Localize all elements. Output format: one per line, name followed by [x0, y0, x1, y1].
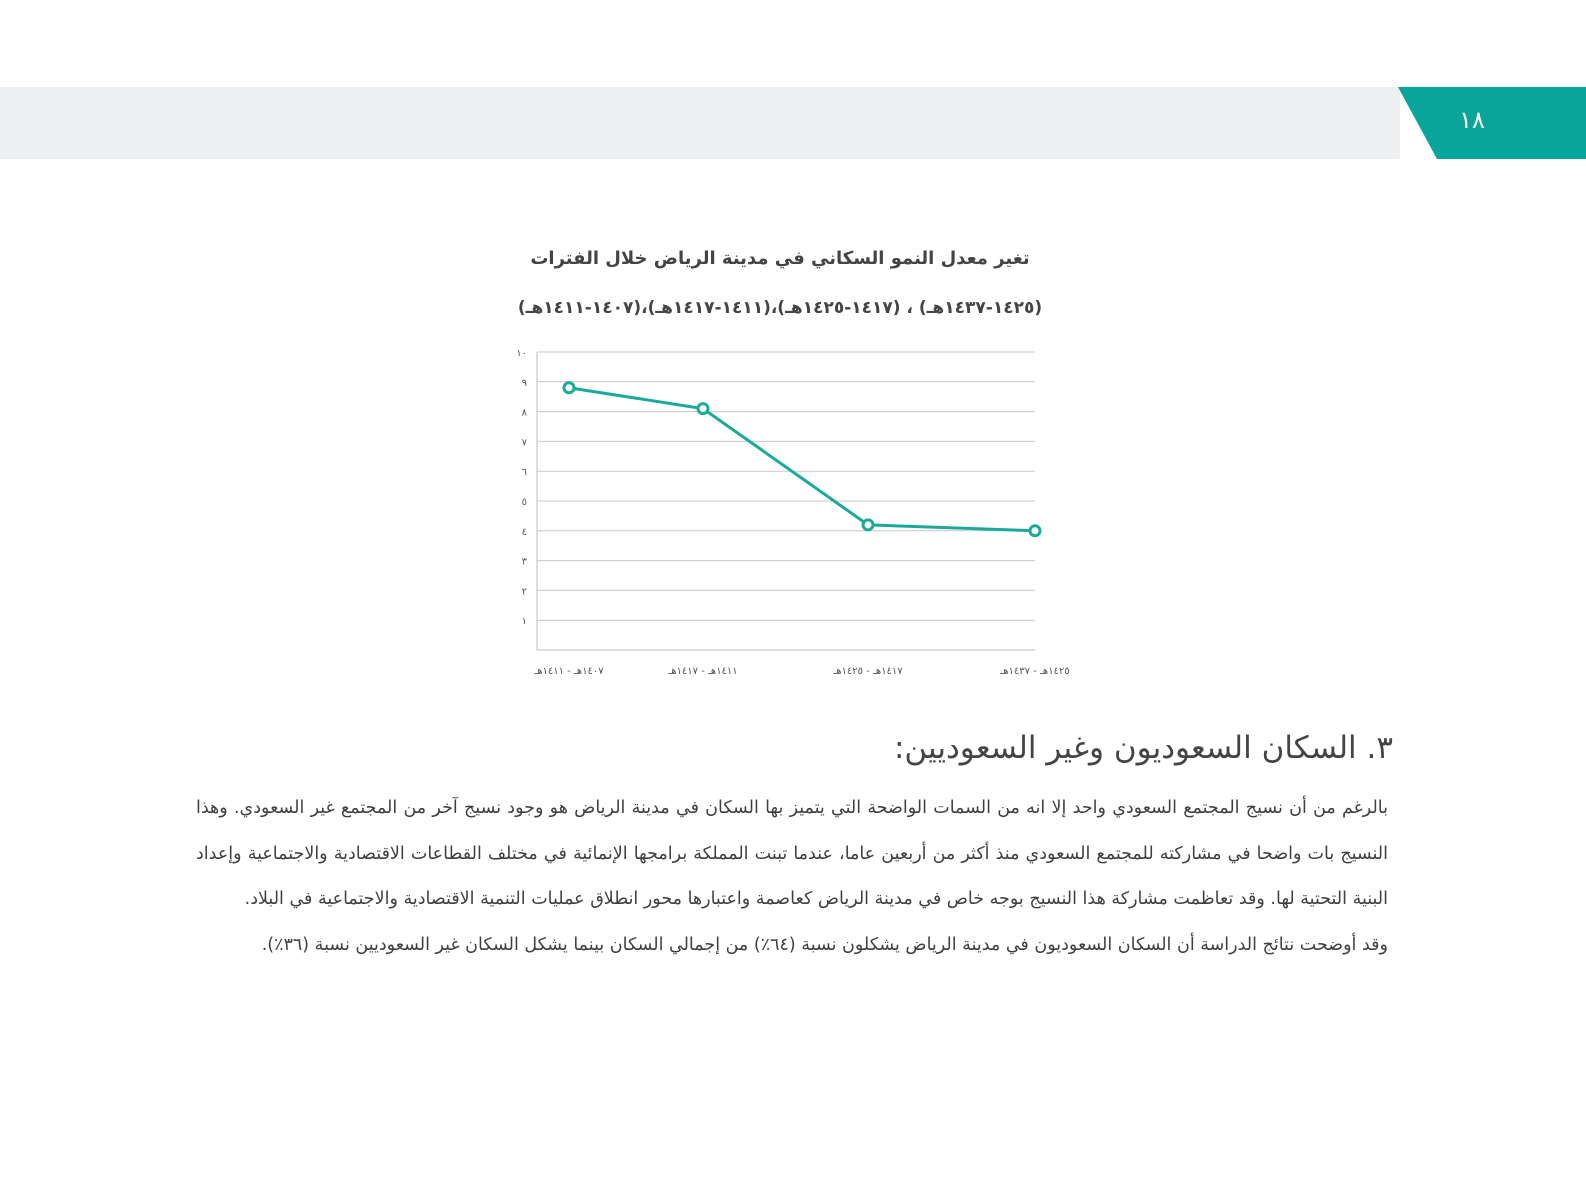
paragraph-2: وقد أوضحت نتائج الدراسة أن السكان السعوديون في مدينة الرياض يشكلون نسبة (٦٤٪) من إجمالي السكان بينما يشكل السكان غير السعوديين نسبة (٣٦٪).: [261, 934, 1388, 955]
page-number-tab: [0, 87, 1586, 159]
data-point: [698, 404, 708, 414]
growth-rate-line-chart: [495, 338, 1095, 678]
y-tick-label: ٦: [521, 467, 527, 479]
y-tick-label: ٥: [521, 497, 527, 508]
series-line: [569, 388, 1035, 531]
chart-subtitle: (١٤٠٧-١٤١١هـ)،(١٤١١-١٤١٧هـ)،(١٤١٧-١٤٢٥هـ) ، (١٤٢٥-١٤٣٧هـ): [517, 298, 1043, 318]
y-tick-label: ٩: [521, 377, 527, 389]
data-point: [564, 383, 574, 393]
y-tick-label: ٧: [521, 437, 527, 449]
y-tick-label: ٢: [521, 586, 527, 598]
body-text: [196, 786, 1388, 968]
x-tick-label: ١٤٢٥هـ - ١٤٣٧هـ: [1000, 666, 1070, 677]
x-tick-label: ١٤٠٧هـ - ١٤١١هـ: [534, 666, 604, 677]
data-point: [1030, 526, 1040, 536]
x-tick-label: ١٤١٧هـ - ١٤٢٥هـ: [833, 666, 903, 677]
y-tick-label: ٣: [521, 556, 527, 568]
y-tick-label: ١: [521, 616, 527, 628]
y-tick-label: ١٠: [516, 348, 527, 359]
y-tick-label: ٨: [521, 407, 527, 419]
page-number: ١٨: [1459, 106, 1485, 134]
section-heading: ٣. السكان السعوديون وغير السعوديين:: [893, 730, 1393, 766]
x-tick-label: ١٤١١هـ - ١٤١٧هـ: [668, 666, 738, 677]
paragraph-1: بالرغم من أن نسيج المجتمع السعودي واحد إلا انه من السمات الواضحة التي يتميز بها السكان في مدينة الرياض هو وجود نسيج آخر من المجتمع غير السعودي. وهذا النسيج بات واضحا في مشاركته للمجتمع السعودي منذ أكثر من أربعين عاما، عندما تبنت المملكة برامجها الإنمائية في مختلف القطاعات الاقتصادية والاجتماعية وإعداد البنية التحتية لها. وقد تعاظمت مشاركة هذا النسيج بوجه خاص في مدينة الرياض كعاصمة واعتبارها محور انطلاق عمليات التنمية الاقتصادية والاجتماعية في البلاد.: [196, 798, 1388, 910]
y-tick-label: ٤: [521, 526, 527, 538]
data-point: [863, 520, 873, 530]
chart-title: تغير معدل النمو السكاني في مدينة الرياض خلال الفترات: [530, 248, 1030, 269]
